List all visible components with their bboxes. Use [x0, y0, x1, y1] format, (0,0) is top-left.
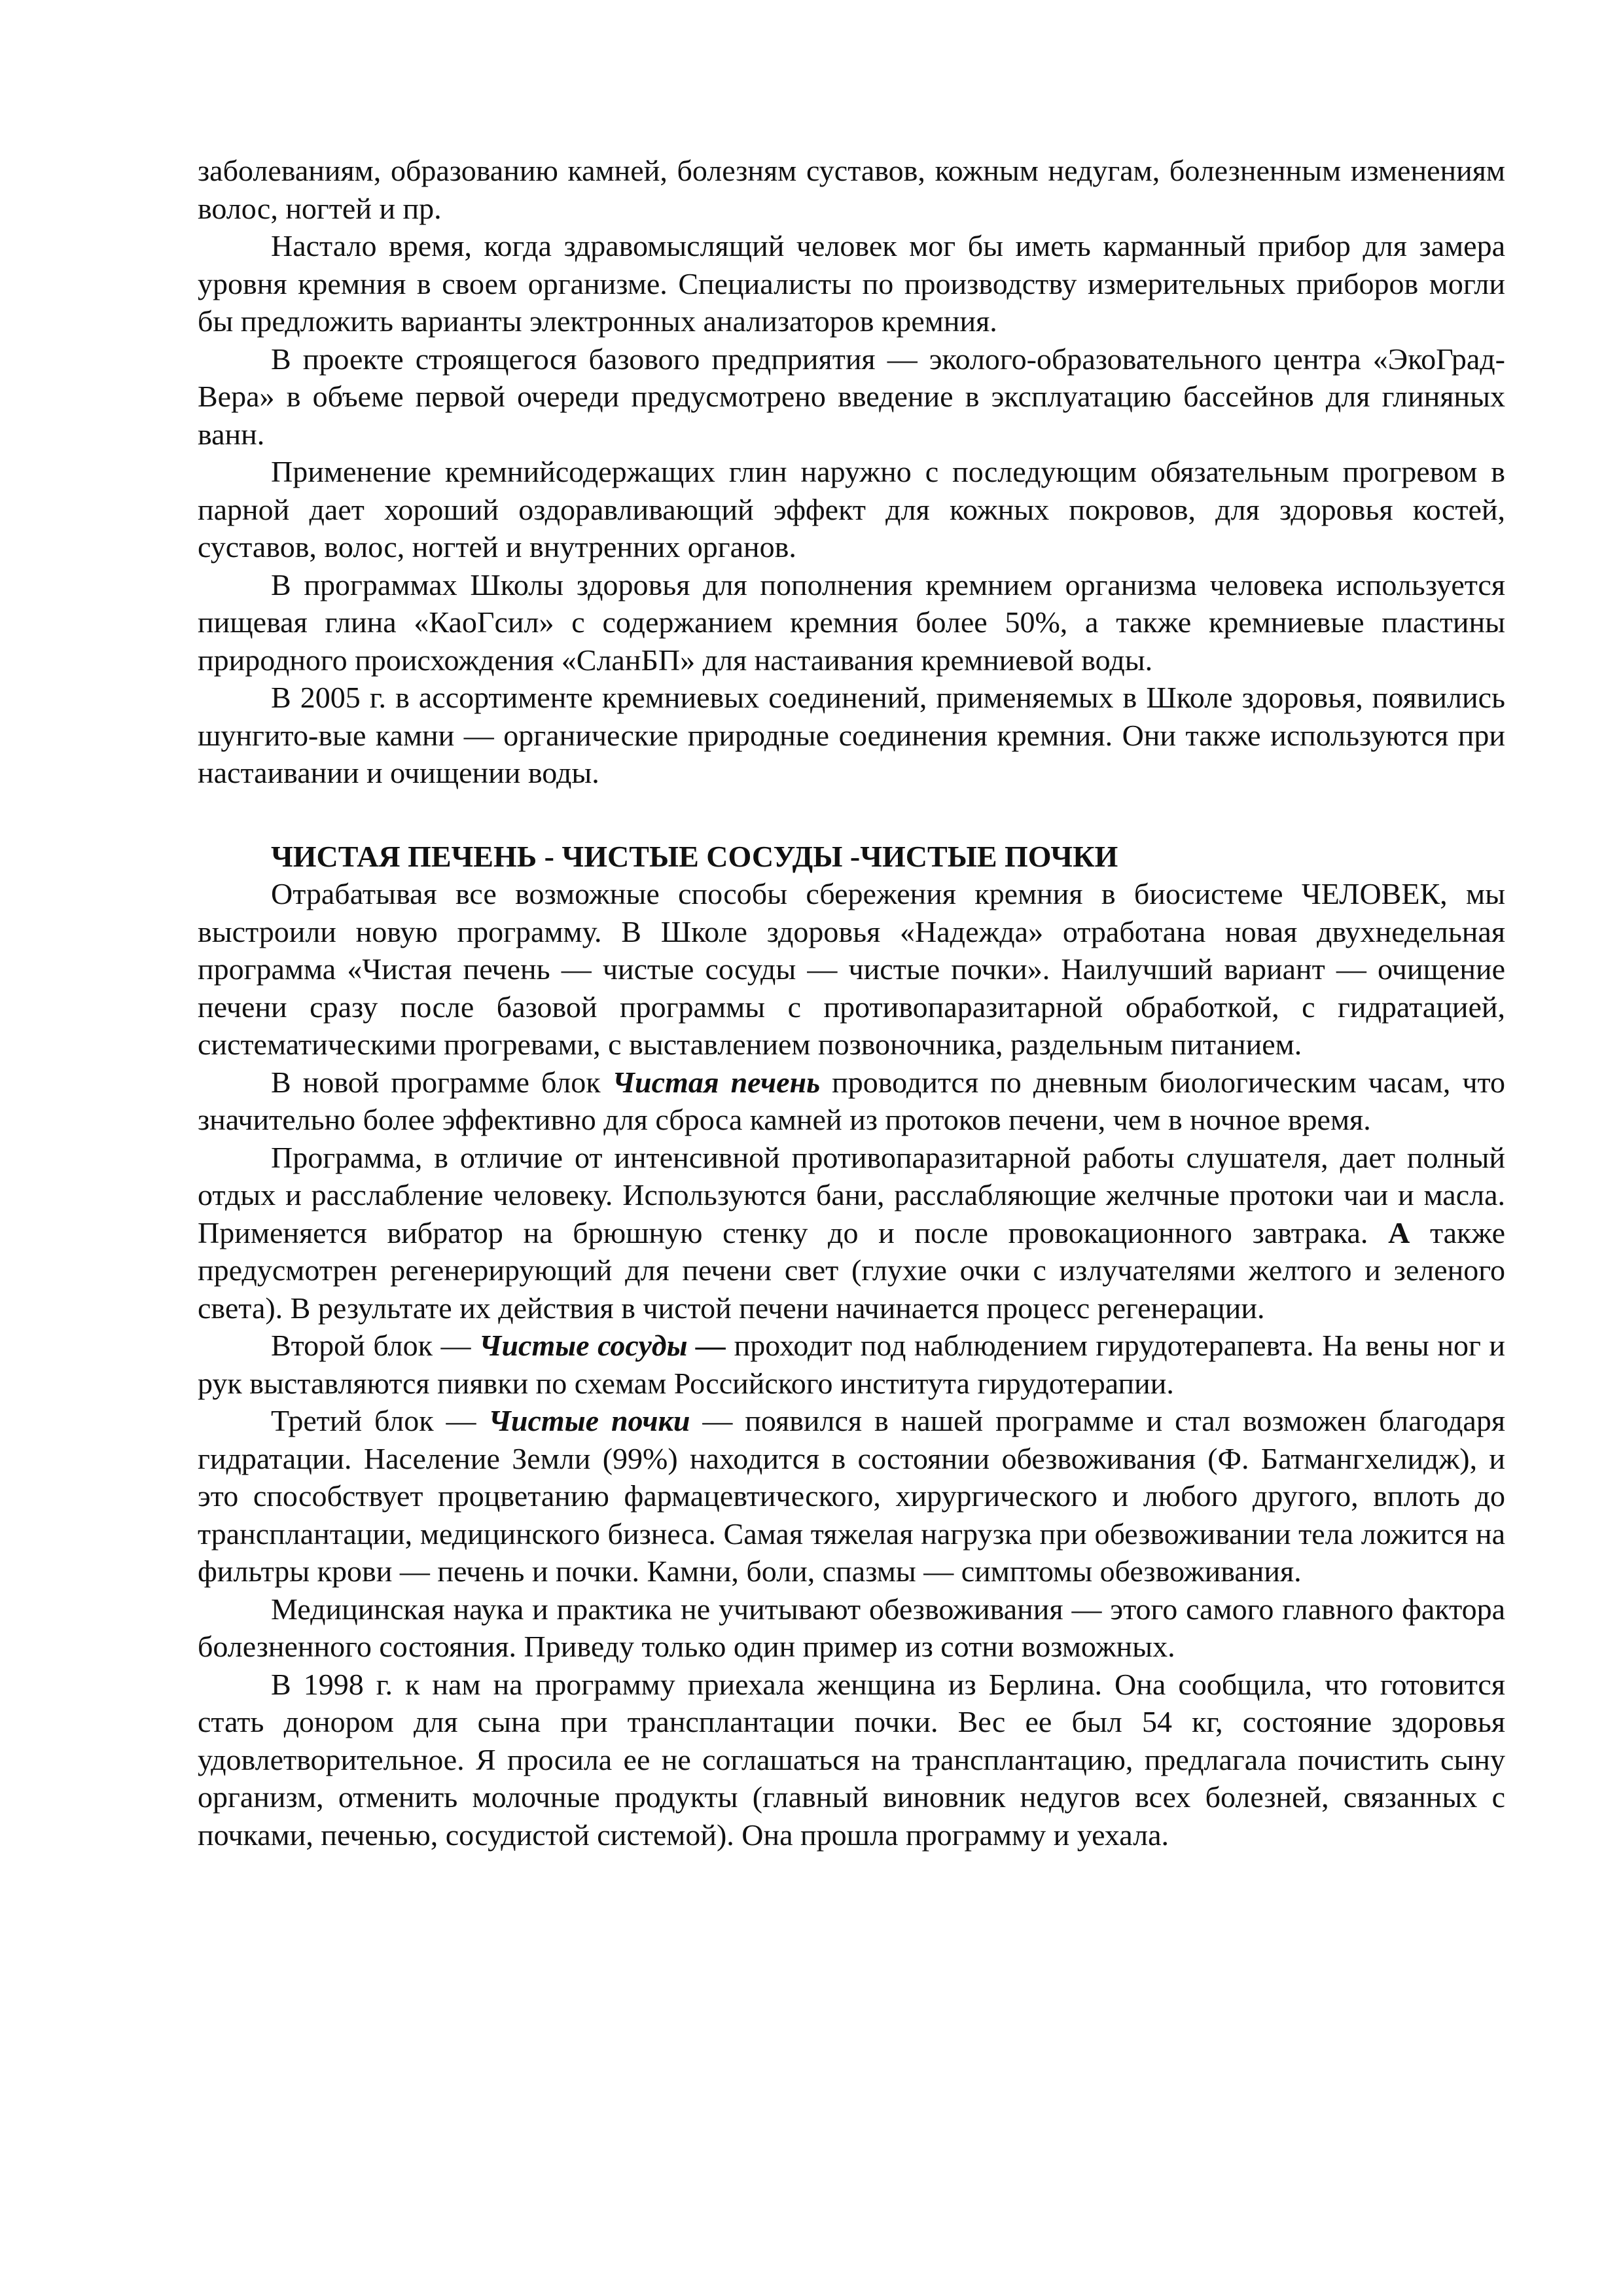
emphasis-a: А: [1388, 1215, 1410, 1249]
document-page: [198, 152, 1505, 1854]
paragraph-shungite: В 2005 г. в ассортименте кремниевых соединений, применяемых в Школе здоровья, появились шунгито-вые камни — органические природные соединения кремния. Они также используются при настаивании и очищении воды.: [198, 681, 1505, 789]
text-run: проводится по дневным биологическим часам, что значительно более эффективно для сброса камней из протоков печени, чем в ночное время.: [198, 1065, 1506, 1136]
paragraph-continuation: заболеваниям, образованию камней, болезням суставов, кожным недугам, болезненным изменениям волос, ногтей и пр.: [198, 154, 1505, 225]
paragraph-rest: [198, 1139, 1505, 1327]
text-run: проходит под наблюдением гирудотерапевта. На вены ног и рук выставляются пиявки по схемам Российского института гирудотерапии.: [198, 1329, 1505, 1400]
text-run: Второй блок —: [271, 1329, 480, 1362]
text-run: — появился в нашей программе и стал возможен благодаря гидратации. Население Земли (99%) находится в состоянии обезвоживания (Ф. Батмангхелидж), и это способствует процветанию фармацевтического, хирургического и любого другого, вплоть до трансплантации, медицинского бизнеса. Самая тяжелая нагрузка при обезвоживании тела ложится на фильтры крови — печень и почки. Камни, боли, спазмы — симптомы обезвоживания.: [198, 1404, 1505, 1588]
text-run: также предусмотрен регенерирующий для печени свет (глухие очки с излучателями желтого и зеленого света). В результате их действия в чистой печени начинается процесс регенерации.: [198, 1215, 1505, 1325]
emphasis-clean-kidneys: Чистые почки: [488, 1404, 690, 1437]
paragraph-school-programs: В программах Школы здоровья для пополнения кремнием организма человека используется пищевая глина «КаоГсил» с содержанием кремния более 50%, а также кремниевые пластины природного происхождения «СланБП» для настаивания кремниевой воды.: [198, 567, 1505, 677]
paragraph-clean-vessels: [198, 1327, 1505, 1402]
paragraph-clean-liver: [198, 1064, 1505, 1139]
paragraph-berlin-case: В 1998 г. к нам на программу приехала женщина из Берлина. Она сообщила, что готовится стать донором для сына при трансплантации почки. Вес ее был 54 кг, состояние здоровья удовлетворительное. Я просила ее не соглашаться на трансплантацию, предлагала почистить сыну организм, отменить молочные продукты (главный виновник недугов всех болезней, связанных с почками, печенью, сосудистой системой). Она прошла программу и уехала.: [198, 1667, 1505, 1852]
emphasis-clean-vessels: Чистые сосуды —: [479, 1329, 726, 1362]
paragraph-new-program: Отрабатывая все возможные способы сбережения кремния в биосистеме ЧЕЛОВЕК, мы выстроили новую программу. В Школе здоровья «Надежда» отработана новая двухнедельная программа «Чистая печень — чистые сосуды — чистые почки». Наилучший вариант — очищение печени сразу после базовой программы с противопаразитарной обработкой, с гидратацией, систематическими прогревами, с выставлением позвоночника, раздельным питанием.: [198, 877, 1505, 1061]
text-run: В новой программе блок: [271, 1065, 613, 1099]
text-run: Программа, в отличие от интенсивной противопаразитарной работы слушателя, дает полный отдых и расслабление человеку. Используются бани, расслабляющие желчные протоки чаи и масла. Применяется вибратор на брюшную стенку до и после провокационного завтрака.: [198, 1140, 1505, 1249]
paragraph-clay: Применение кремнийсодержащих глин наружно с последующим обязательным прогревом в парной дает хороший оздоравливающий эффект для кожных покровов, для здоровья костей, суставов, волос, ногтей и внутренних органов.: [198, 455, 1505, 564]
text-run: Третий блок —: [271, 1404, 489, 1437]
paragraph-clean-kidneys: [198, 1402, 1505, 1590]
section-heading: ЧИСТАЯ ПЕЧЕНЬ - ЧИСТЫЕ СОСУДЫ -ЧИСТЫЕ ПОЧКИ: [271, 839, 1118, 873]
paragraph-medical-science: Медицинская наука и практика не учитывают обезвоживания — этого самого главного фактора болезненного состояния. Приведу только один пример из сотни возможных.: [198, 1592, 1505, 1663]
paragraph-ecograd: В проекте строящегося базового предприятия — эколого-образовательного центра «ЭкоГрад-Вера» в объеме первой очереди предусмотрено введение в эксплуатацию бассейнов для глиняных ванн.: [198, 342, 1505, 451]
paragraph-silicon-meter: Настало время, когда здравомыслящий человек мог бы иметь карманный прибор для замера уровня кремния в своем организме. Специалисты по производству измерительных приборов могли бы предложить варианты электронных анализаторов кремния.: [198, 229, 1505, 338]
emphasis-clean-liver: Чистая печень: [612, 1065, 821, 1099]
